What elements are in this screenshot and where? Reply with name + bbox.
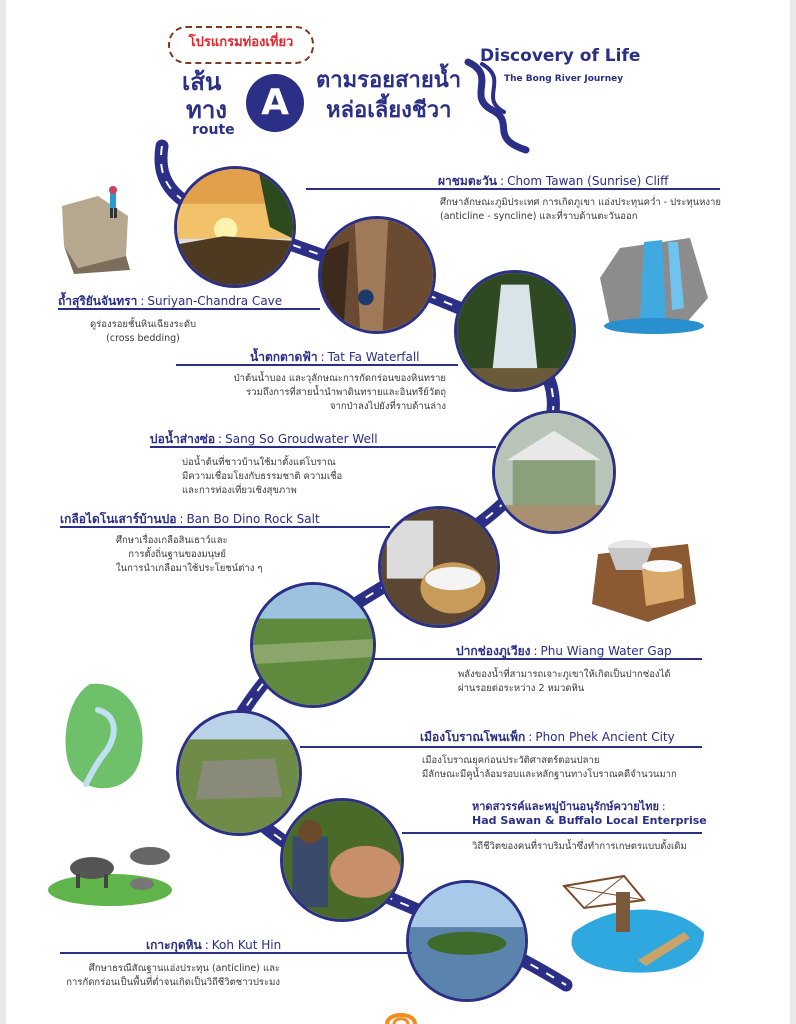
stop-3-desc-line: รวมถึงการที่สายน้ำนำพาดินทรายและอินทรีย์วัตถุ (246, 387, 446, 398)
photo-rock-salt (378, 506, 500, 628)
stop-4-rule (150, 446, 496, 448)
stop-6-description (458, 668, 671, 696)
stop-1-rule (306, 188, 720, 190)
stop-2-title-en: Suriyan-Chandra Cave (147, 294, 283, 308)
stop-1-description (440, 196, 721, 224)
stop-6-title-en: Phu Wiang Water Gap (540, 644, 672, 658)
stop-4-title-en: Sang So Groudwater Well (225, 432, 378, 446)
promo-badge: โปรแกรมท่องเที่ยว (168, 26, 314, 64)
stop-1-desc-line: (anticline - syncline) และที่ราบด้านตะวันออก (440, 211, 638, 222)
stop-7-rule (300, 746, 702, 748)
stop-8-desc-line: วิถีชีวิตของคนที่ราบริมน้ำซึ่งทำการเกษตรแบบดั้งเดิม (472, 841, 687, 852)
stop-7-desc-line: เมืองโบราณยุคก่อนประวัติศาสตร์ตอนปลาย (422, 755, 600, 766)
photo-water-gap (250, 582, 376, 708)
photo-ancient-city (176, 710, 302, 836)
stop-9-desc-line: การกัดกร่อนเป็นพื้นที่ต่ำจนเกิดเป็นวิถีชีวิตชาวประมง (66, 977, 280, 988)
stop-8-title-en: Had Sawan & Buffalo Local Enterprise (472, 814, 707, 827)
stop-4-separator: : (218, 432, 223, 446)
stop-5-desc-line: ในการนำเกลือมาใช้ประโยชน์ต่าง ๆ (116, 563, 263, 574)
stop-8-title-th: หาดสวรรค์และหมู่บ้านอนุรักษ์ควายไทย (472, 800, 659, 813)
stop-7-title-th: เมืองโบราณโพนเพ็ก (420, 730, 526, 744)
title-en: Discovery of Life (480, 46, 641, 66)
green-map-illustration (60, 680, 150, 798)
photo-buffalo (280, 798, 404, 922)
salt-pot-illustration (588, 514, 698, 624)
stop-5-title-en: Ban Bo Dino Rock Salt (186, 512, 320, 526)
stop-2-desc-line: (cross bedding) (106, 333, 180, 344)
stop-9-title-en: Koh Kut Hin (211, 938, 282, 952)
stop-4-desc-line: บ่อน้ำต้นที่ชาวบ้านใช้มาตั้งแต่โบราณ (182, 457, 336, 468)
subtitle-en: The Bong River Journey (504, 74, 624, 84)
stop-2-separator: : (140, 294, 145, 308)
stop-6-title-th: ปากช่องภูเวียง (456, 644, 531, 658)
stop-4-description (182, 456, 342, 498)
stop-3-separator: : (320, 350, 325, 364)
route-letter-badge (246, 74, 304, 132)
stop-6-desc-line: ผ่านรอยต่อระหว่าง 2 หมวดหิน (458, 683, 585, 694)
stop-1-desc-line: ศึกษาลักษณะภูมิประเทศ การเกิดภูเขา แอ่งประทุนคว่ำ - ประทุนหงาย (440, 197, 721, 208)
stop-3-desc-line: จากป่าลงไปยังที่ราบด้านล่าง (329, 401, 446, 412)
title-th-line1: ตามรอยสายน้ำ (316, 68, 462, 93)
stop-3-description (208, 372, 446, 414)
stop-7-description (422, 754, 677, 782)
stop-7-title (420, 728, 675, 747)
stop-6-separator: : (533, 644, 538, 658)
waterfall-illustration (600, 238, 710, 338)
stop-6-desc-line: พลังของน้ำที่สามารถเจาะภูเขาให้เกิดเป็นปากช่องได้ (458, 669, 671, 680)
route-en: route (192, 122, 235, 138)
stop-8-separator: : (661, 800, 666, 813)
photo-waterfall (454, 270, 576, 392)
stop-2-desc-line: ดูร่องรอยชั้นหินเฉียงระดับ (90, 319, 197, 330)
stop-5-desc-line: การตั้งถิ่นฐานของมนุษย์ (128, 549, 226, 560)
stop-5-title-th: เกลือไดโนเสาร์บ้านปอ (60, 512, 177, 526)
stop-1-title-en: Chom Tawan (Sunrise) Cliff (507, 174, 669, 188)
stop-7-title-en: Phon Phek Ancient City (535, 730, 675, 744)
river-swirl-icon (458, 58, 538, 154)
route-th-line1: เส้น (182, 68, 222, 96)
stop-9-separator: : (204, 938, 209, 952)
stop-5-desc-line: ศึกษาเรื่องเกลือสินเธาว์และ (116, 535, 228, 546)
route-th-line2: ทาง (186, 96, 228, 124)
stop-6-rule (374, 658, 702, 660)
stop-7-separator: : (528, 730, 533, 744)
stop-4-title-th: บ่อน้ำส่างซ่อ (150, 432, 216, 446)
stop-9-rule (60, 952, 412, 954)
stop-2-rule (58, 308, 320, 310)
stop-8-rule (402, 832, 702, 834)
logo-icon (384, 1008, 418, 1024)
stop-3-rule (176, 364, 458, 366)
stop-2-title-th: ถ้ำสุริยันจันทรา (58, 294, 138, 308)
stop-3-desc-line: ป่าต้นน้ำบอง และวุลักษณะการกัดกร่อนของหินทราย (233, 373, 446, 384)
stop-7-desc-line: มีลักษณะมีคูน้ำล้อมรอบและหลักฐานทางโบราณคดีจำนวนมาก (422, 769, 677, 780)
hiker-on-rock-illustration (58, 186, 140, 274)
stop-3-title-th: น้ำตกตาดฟ้า (250, 350, 318, 364)
title-th-line2: หล่อเลี้ยงชีวา (326, 98, 452, 123)
stop-9-title-th: เกาะกุดหิน (146, 938, 202, 952)
stop-1-title-th: ผาชมตะวัน (438, 174, 498, 188)
stop-5-separator: : (179, 512, 184, 526)
stop-9-desc-line: ศึกษาธรณีสัณฐานแอ่งประทุน (anticline) และ (88, 963, 280, 974)
buffalo-illustration (46, 830, 176, 910)
stop-4-desc-line: มีความเชื่อมโยงกับธรรมชาติ ความเชื่อ (182, 471, 343, 482)
stop-5-description (116, 534, 263, 576)
stop-8-description (472, 840, 687, 854)
photo-koh-kut-hin (406, 880, 528, 1002)
stop-3-title-en: Tat Fa Waterfall (327, 350, 420, 364)
stop-5-rule (60, 526, 390, 528)
photo-cave (318, 216, 436, 334)
brochure-page (6, 0, 790, 1024)
stop-1-separator: : (500, 174, 505, 188)
route-letter: A (261, 82, 289, 123)
stop-8-title (472, 800, 707, 828)
stop-2-description (90, 318, 196, 346)
stop-9-description (62, 962, 280, 990)
photo-sunrise-cliff (174, 166, 296, 288)
stop-4-desc-line: และการท่องเที่ยวเชิงสุขภาพ (182, 485, 297, 496)
fishing-net-illustration (554, 872, 714, 982)
